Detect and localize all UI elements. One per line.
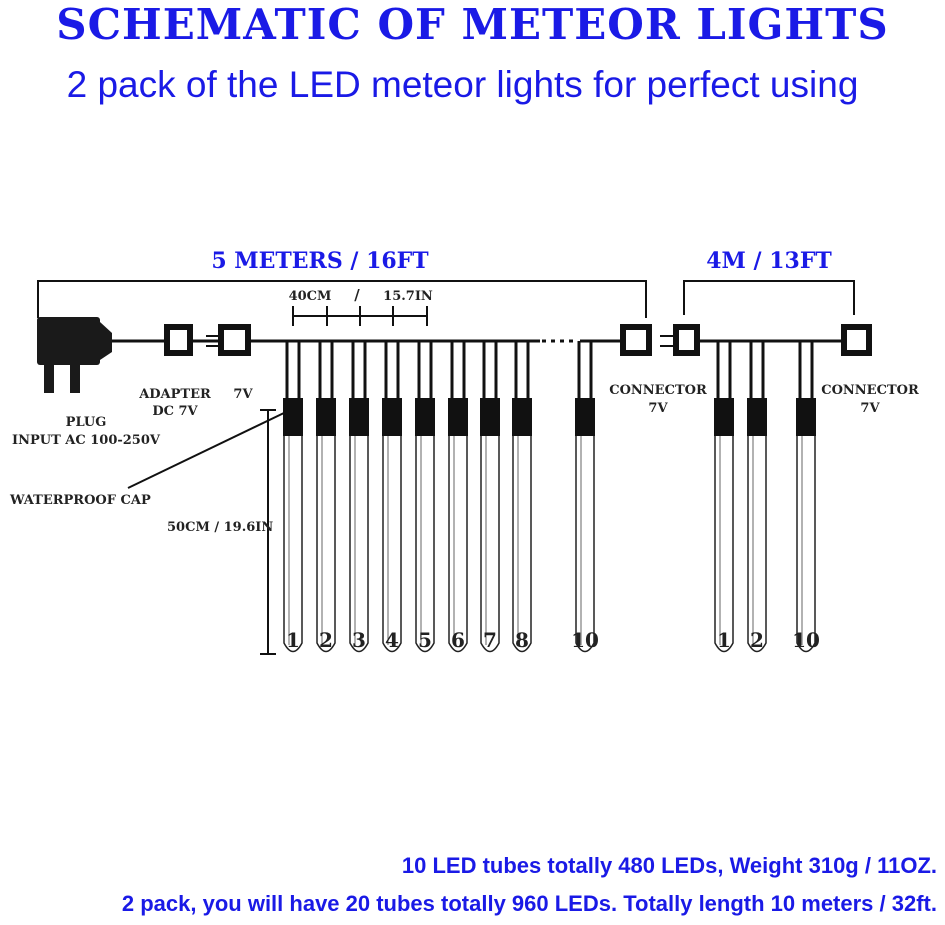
led-tube <box>512 341 532 652</box>
spacing-marker <box>293 306 427 326</box>
label-7v: 7V <box>233 387 253 402</box>
label-spacing-a: 40CM <box>288 289 332 304</box>
length-bracket-4m <box>684 281 854 315</box>
footer-line-1: 10 LED tubes totally 480 LEDs, Weight 310g / 11OZ. <box>401 853 937 878</box>
tube-number: 3 <box>352 628 366 652</box>
label-plug-2: INPUT AC 100-250V <box>12 433 160 448</box>
tube-number: 8 <box>515 628 529 652</box>
page-subtitle: 2 pack of the LED meteor lights for perfect using <box>66 64 859 105</box>
waterproof-cap-pointer <box>128 412 286 488</box>
tube-number: 2 <box>319 628 333 652</box>
label-total-length: 5 METERS / 16FT <box>211 248 429 274</box>
label-connector2-1: CONNECTOR <box>821 383 919 398</box>
tube-number: 2 <box>750 628 764 652</box>
waterproof-cap-icon <box>714 398 734 436</box>
label-connector2-2: 7V <box>860 401 880 416</box>
waterproof-cap-icon <box>415 398 435 436</box>
led-tube <box>448 341 468 652</box>
length-bracket-5m <box>38 281 646 318</box>
tube-number: 6 <box>451 628 465 652</box>
plug-icon <box>37 317 112 393</box>
label-plug-1: PLUG <box>65 415 107 430</box>
label-tube-length: 50CM / 19.6IN <box>167 520 274 535</box>
tube-number: 1 <box>286 628 300 652</box>
led-tube <box>415 341 435 652</box>
led-tube <box>747 341 767 652</box>
led-tube <box>480 341 500 652</box>
waterproof-cap-icon <box>796 398 816 436</box>
waterproof-cap-icon <box>480 398 500 436</box>
led-tube <box>349 341 369 652</box>
tube-number: 1 <box>717 628 731 652</box>
tube-number: 10 <box>792 628 820 652</box>
waterproof-cap-icon <box>349 398 369 436</box>
waterproof-cap-icon <box>283 398 303 436</box>
label-connector1-1: CONNECTOR <box>609 383 707 398</box>
label-adapter-1: ADAPTER <box>139 387 211 402</box>
footer-line-2: 2 pack, you will have 20 tubes totally 960 LEDs. Totally length 10 meters / 32ft. <box>121 891 937 916</box>
waterproof-cap-icon <box>747 398 767 436</box>
led-tube <box>792 341 820 652</box>
tube-number: 7 <box>483 628 497 652</box>
led-tube <box>316 341 336 652</box>
led-tube <box>714 341 734 652</box>
label-connector1-2: 7V <box>648 401 668 416</box>
tube-number: 4 <box>385 628 399 652</box>
tube-number: 5 <box>418 628 432 652</box>
waterproof-cap-icon <box>316 398 336 436</box>
label-spacing-b: 15.7IN <box>383 289 433 304</box>
waterproof-cap-icon <box>575 398 595 436</box>
led-tube <box>382 341 402 652</box>
label-extension-length: 4M / 13FT <box>706 248 832 274</box>
label-waterproof-cap: WATERPROOF CAP <box>10 493 151 508</box>
waterproof-cap-icon <box>382 398 402 436</box>
label-adapter-2: DC 7V <box>152 404 198 419</box>
page-title: SCHEMATIC OF METEOR LIGHTS <box>56 0 889 49</box>
waterproof-cap-icon <box>448 398 468 436</box>
label-spacing-sep: / <box>354 286 360 304</box>
led-tube <box>571 341 599 652</box>
led-tube <box>283 341 303 652</box>
tube-number: 10 <box>571 628 599 652</box>
waterproof-cap-icon <box>512 398 532 436</box>
